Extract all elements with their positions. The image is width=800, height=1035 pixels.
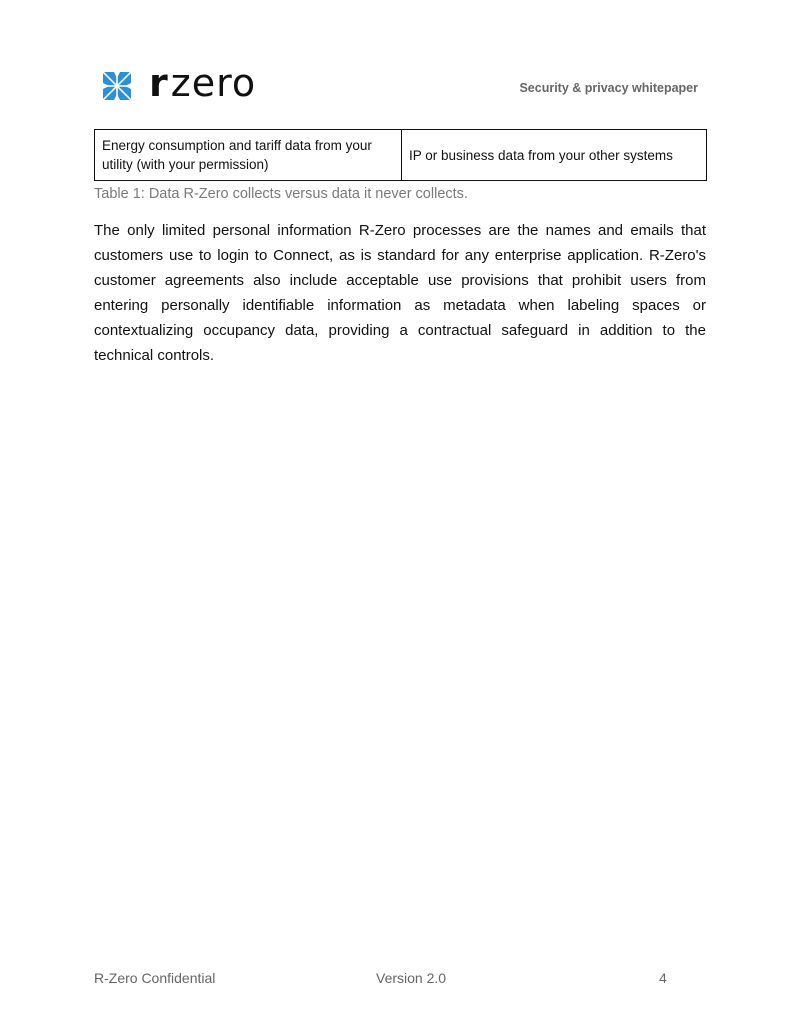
document-title: Security & privacy whitepaper [519, 81, 698, 95]
snowflake-star-icon [103, 72, 131, 100]
page-number: 4 [659, 970, 667, 986]
table-cell-collects: Energy consumption and tariff data from your utility (with your permission) [95, 130, 402, 181]
table-cell-never-collects: IP or business data from your other systems [402, 130, 707, 181]
footer-version: Version 2.0 [376, 970, 447, 986]
body-paragraph: The only limited personal information R-Zero processes are the names and emails that customers use to login to Connect, as is standard for any enterprise application. R-Zero's customer agreements also include acceptable use provisions that prohibit users from entering personally identifiable information as metadata when labeling spaces or contextualizing occupancy data, providing a contractual safeguard in addition to the technical controls. [94, 222, 706, 364]
data-collection-table [94, 129, 707, 181]
table-row [95, 130, 707, 181]
rzero-logo [103, 61, 257, 105]
table-caption: Table 1: Data R-Zero collects versus data it never collects. [94, 186, 468, 202]
logo-wordmark-r: r [149, 61, 169, 105]
logo-wordmark [149, 61, 257, 105]
logo-wordmark-rest: zero [170, 61, 257, 105]
footer-confidential: R-Zero Confidential [94, 970, 216, 986]
